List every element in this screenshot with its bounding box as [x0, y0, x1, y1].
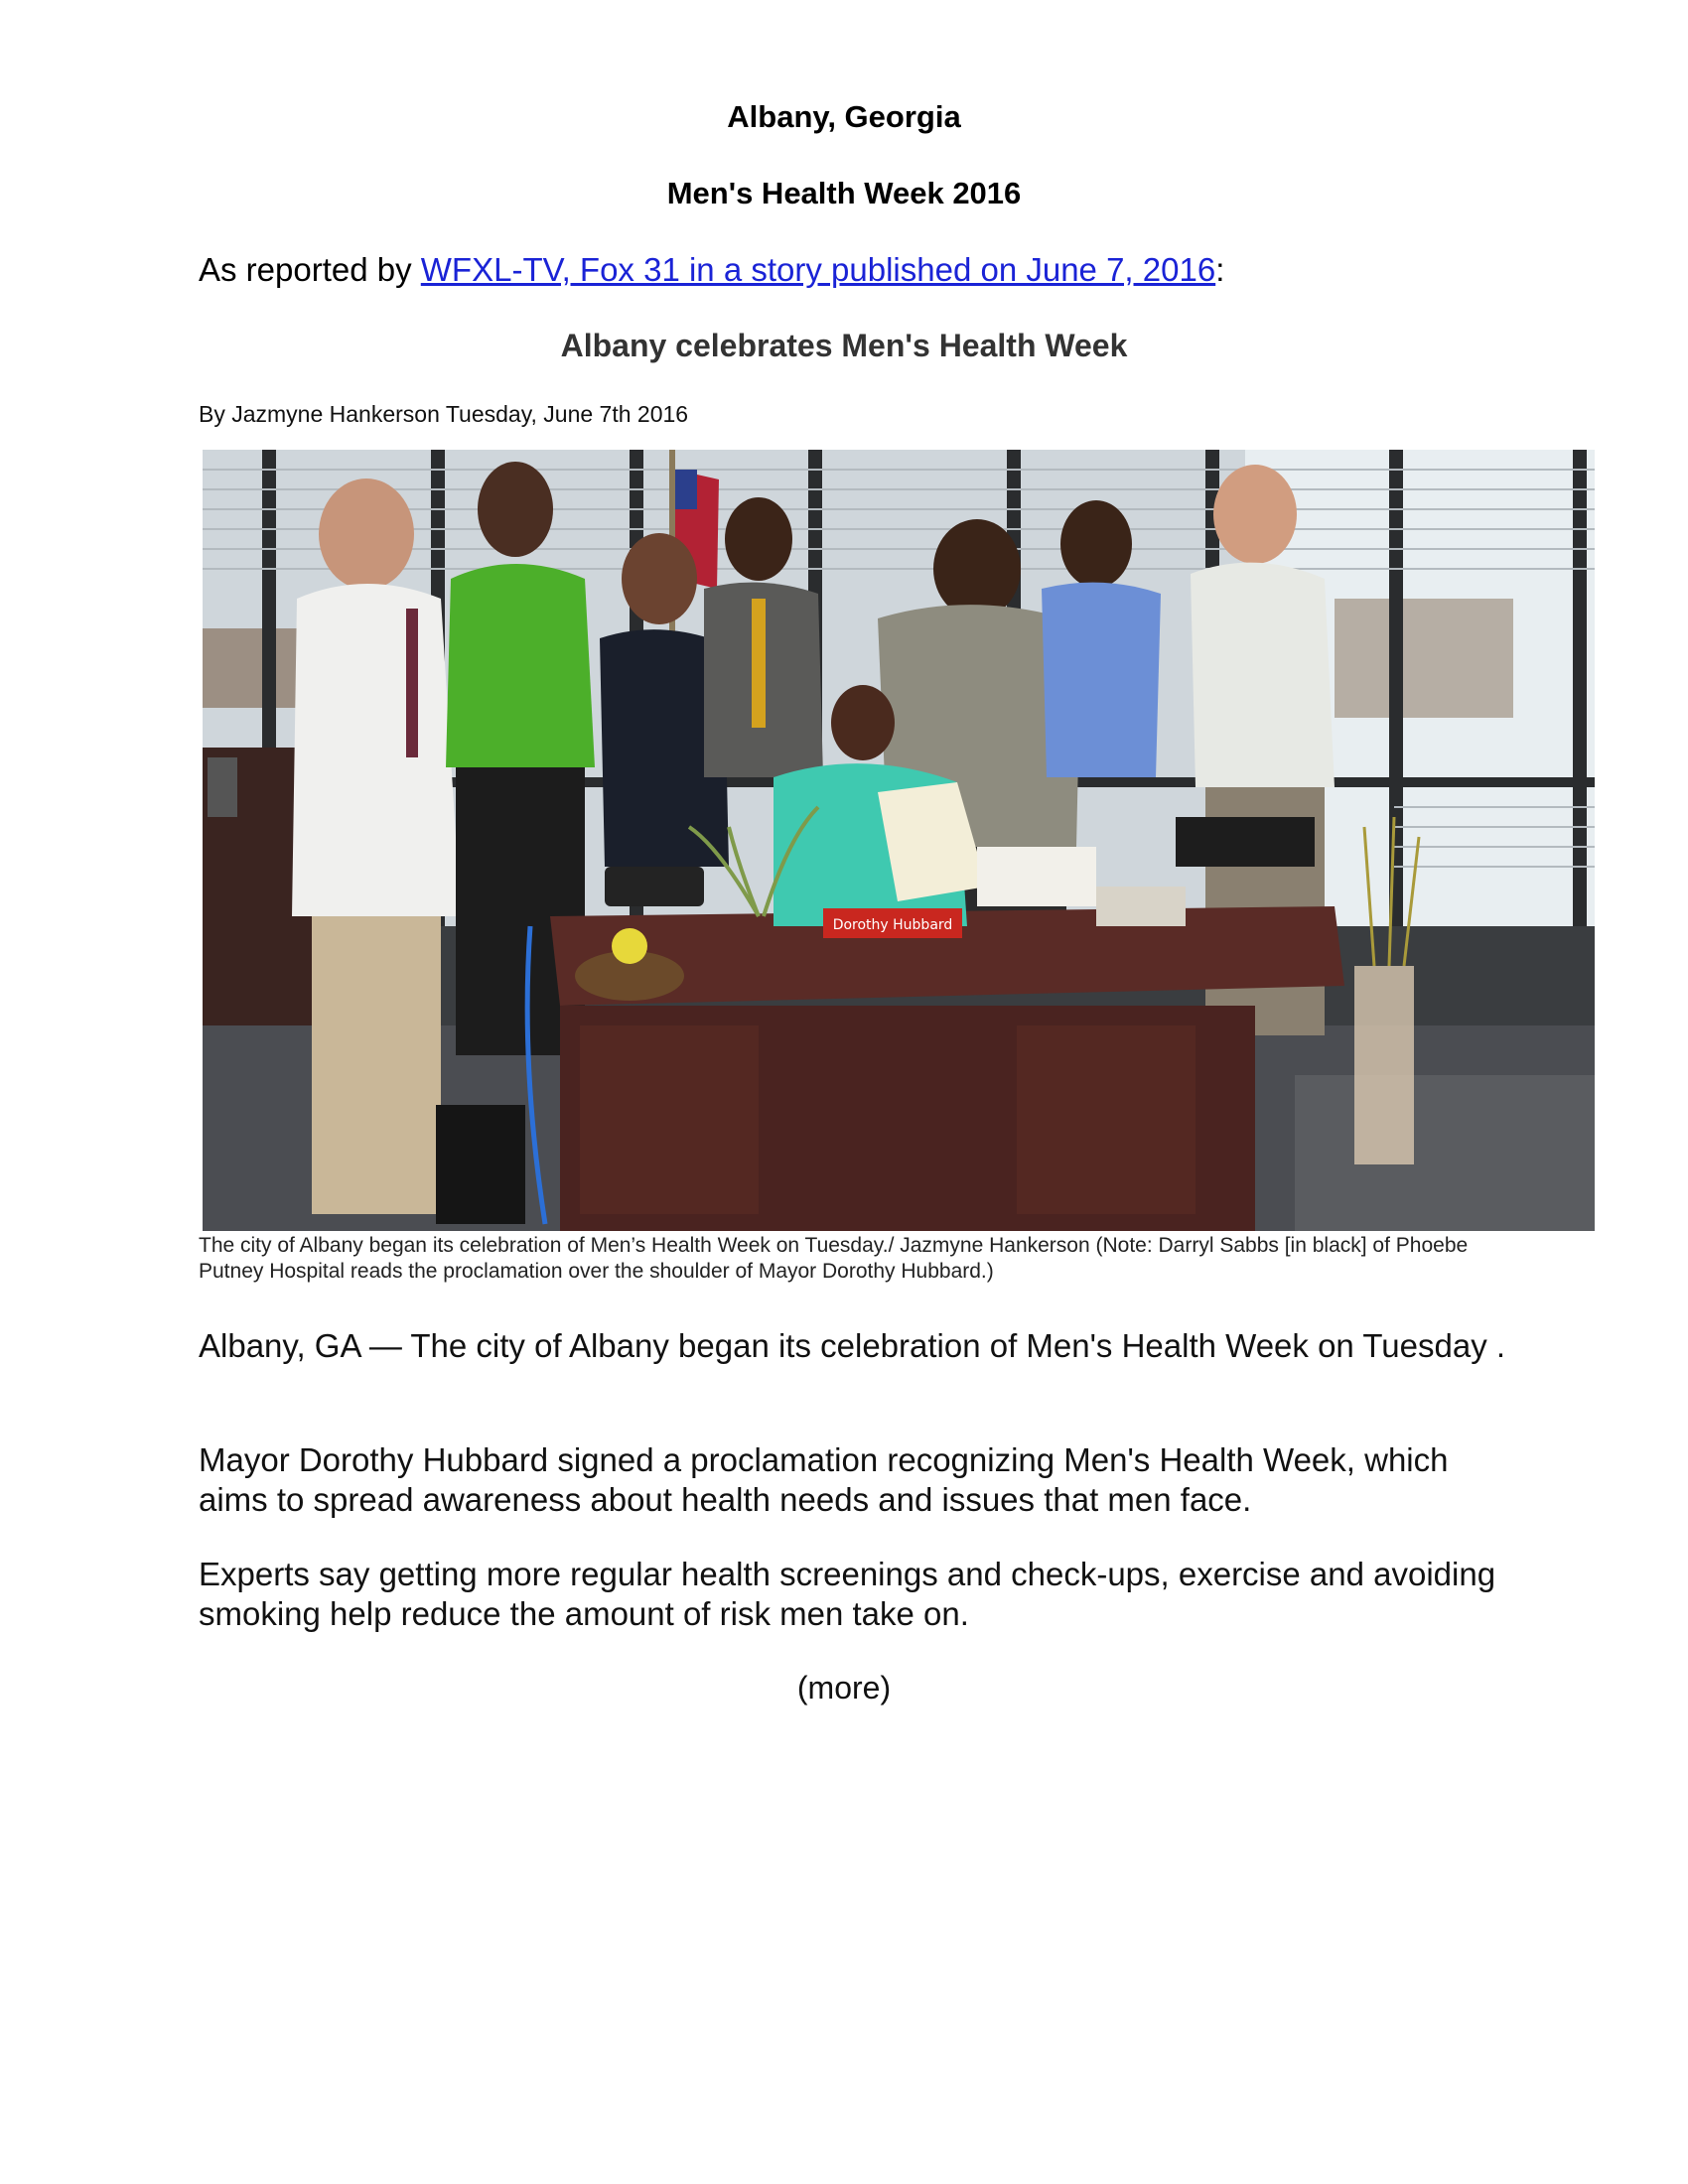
photo-illustration — [203, 450, 1595, 1231]
reported-prefix: As reported by — [199, 251, 421, 288]
location-title: Albany, Georgia — [727, 99, 961, 134]
reported-suffix: : — [1215, 251, 1225, 288]
photo-caption: The city of Albany began its celebration of Men’s Health Week on Tuesday./ Jazmyne Hankerson (Note: Darryl Sabbs [in black] of Phoebe Putney Hospital reads the proclamation over the shoulder of Mayor Dorothy Hubbard.) — [199, 1234, 1469, 1283]
paragraph-2: Mayor Dorothy Hubbard signed a proclamation recognizing Men's Health Week, which aims to spread awareness about health needs and issues that men face. — [199, 1441, 1449, 1518]
paragraph-3: Experts say getting more regular health screenings and check-ups, exercise and avoiding smoking help reduce the amount of risk men take on. — [199, 1556, 1496, 1632]
article-headline: Albany celebrates Men's Health Week — [560, 328, 1128, 363]
more-indicator: (more) — [796, 1670, 892, 1706]
article-byline: By Jazmyne Hankerson Tuesday, June 7th 2016 — [199, 401, 689, 427]
nameplate-text: Dorothy Hubbard — [832, 917, 953, 933]
article-photo — [203, 450, 1595, 1231]
source-link[interactable]: WFXL-TV, Fox 31 in a story published on June 7, 2016 — [420, 251, 1216, 288]
paragraph-1: Albany, GA — The city of Albany began its celebration of Men's Health Week on Tuesday . — [199, 1327, 1506, 1364]
reported-by-line — [199, 251, 1224, 289]
event-title: Men's Health Week 2016 — [666, 176, 1022, 210]
